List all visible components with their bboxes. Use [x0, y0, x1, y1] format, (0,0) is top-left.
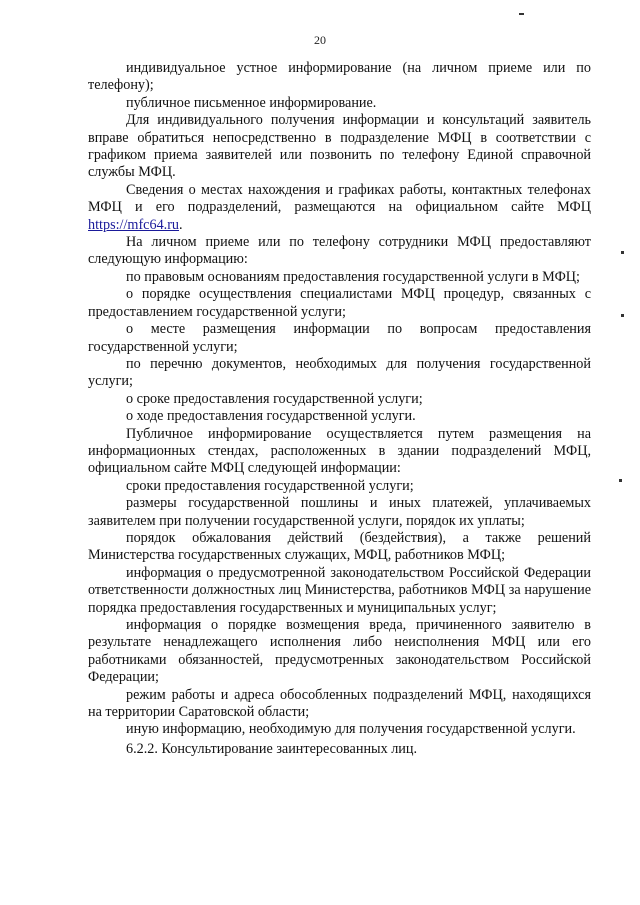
scan-speck — [621, 251, 624, 254]
scan-speck — [619, 479, 622, 482]
document-body — [88, 60, 591, 758]
website-suffix: . — [179, 216, 183, 233]
list-item: по правовым основаниям предоставления государственной услуги в МФЦ; — [126, 268, 580, 285]
list-item: порядок обжалования действий (бездействия), а также решений Министерства государственных служащих, МФЦ, работников МФЦ; — [88, 529, 591, 564]
list-item: о ходе предоставления государственной услуги. — [126, 408, 416, 425]
list-item: о порядке осуществления специалистами МФЦ процедур, связанных с предоставлением государственной услуги; — [88, 286, 591, 320]
website-link[interactable]: https://mfc64.ru — [88, 216, 180, 233]
paragraph-website: Сведения о местах нахождения и графиках работы, контактных телефонах МФЦ и его подразделений, размещаются на официальном сайте МФЦ https://mfc64.ru. — [88, 181, 591, 233]
list-item: размеры государственной пошлины и иных платежей, уплачиваемых заявителем при получении государственной услуги, порядок их уплаты; — [88, 495, 591, 529]
paragraph: Для индивидуального получения информации и консультаций заявитель вправе обратиться непосредственно в подразделение МФЦ в соответствии с графиком приема заявителей или позвонить по телефону Единой справочной службы МФЦ. — [88, 112, 591, 181]
section-heading: 6.2.2. Консультирование заинтересованных лиц. — [126, 740, 418, 757]
scan-speck — [621, 314, 624, 317]
list-item: иную информацию, необходимую для получения государственной услуги. — [126, 721, 576, 738]
paragraph: Публичное информирование осуществляется путем размещения на информационных стендах, расположенных в здании подразделений МФЦ, официальном сайте МФЦ следующей информации: — [88, 425, 591, 477]
website-prefix: МФЦ — [557, 199, 591, 216]
paragraph: На личном приеме или по телефону сотрудники МФЦ предоставляют следующую информацию: — [88, 234, 591, 268]
scan-speck — [519, 13, 524, 15]
list-item: информация о порядке возмещения вреда, причиненного заявителю в результате ненадлежащего исполнения либо неисполнения МФЦ или его работниками обязанностей, предусмотренных законодательством Российской Федерации; — [88, 617, 591, 686]
list-item: о месте размещения информации по вопросам предоставления государственной услуги; — [88, 321, 591, 355]
list-item: по перечню документов, необходимых для получения государственной услуги; — [88, 355, 591, 390]
paragraph: публичное письменное информирование. — [126, 94, 377, 111]
list-item: информация о предусмотренной законодательством Российской Федерации ответственности должностных лиц Министерства, работников МФЦ за нарушение порядка предоставления государственных и муниципальных услуг; — [88, 564, 591, 616]
list-item: режим работы и адреса обособленных подразделений МФЦ, находящихся на территории Саратовской области; — [88, 686, 591, 721]
list-item: сроки предоставления государственной услуги; — [126, 477, 414, 494]
paragraph: индивидуальное устное информирование (на личном приеме или по телефону); — [88, 60, 591, 94]
page-number: 20 — [314, 33, 326, 47]
list-item: о сроке предоставления государственной услуги; — [126, 390, 423, 407]
